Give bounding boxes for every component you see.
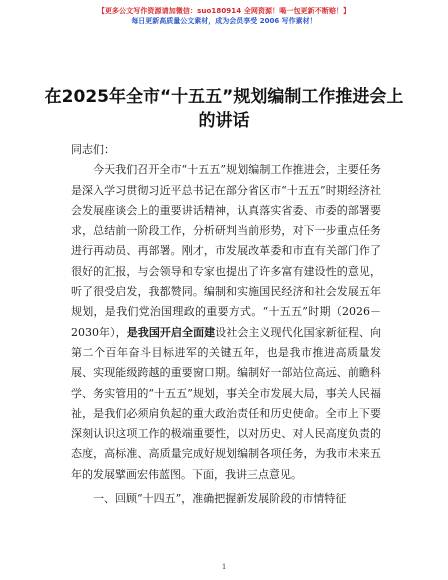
paragraph-intro	[71, 160, 381, 485]
page-number: 1	[222, 562, 226, 571]
section-heading-1: 一、回顾“十四五”，准确把握新发展阶段的市情特征	[93, 492, 347, 506]
promo-banner-line2: 每日更新高质量公文素材，成为会员享受 2006 写作素材！	[131, 17, 317, 25]
paragraph-intro-rest: 设社会主义现代化国家新征程、向第二个百年奋斗目标进军的关键五年，也是我市推进高质量发展、实现能级跨越的重要窗口期。编制好一部站位高远、前瞻科学、务实管用的“十五五”规划，事关全市发展大局，事关人民福祉，是我们必须肩负起的重大政治责任和历史使命。全市上下要深刻认识这项工作的极端重要性，以对历史、对人民高度负责的态度，高标准、高质量完成好规划编制各项任务，为我市未来五年的发展擘画宏伟蓝图。下面，我讲三点意见。	[71, 325, 382, 481]
salutation: 同志们：	[71, 143, 115, 156]
document-body	[71, 140, 381, 509]
paragraph-intro-text: 今天我们召开全市“十五五”规划编制工作推进会，主要任务是深入学习贯彻习近平总书记在部分省区市“十五五”时期经济社会发展座谈会上的重要讲话精神，认真落实省委、市委的部署要求，总结前一阶段工作，分析研判当前形势，对下一步重点任务进行再动员、再部署。刚才，市发展改革委和市直有关部门作了很好的汇报，与会领导和专家也提出了许多富有建设性的意见，听了很受启发，我都赞同。编制和实施国民经济和社会发展五年规划，是我们党治国理政的重要方式。“十五五”时期（2026－2030年），	[71, 163, 381, 339]
promo-banner	[0, 6, 448, 26]
promo-banner-line1: 【更多公文写作资源请加微信：suo180914 全网资源！喝一包更新不断赔！】	[97, 7, 351, 15]
document-title: 在2025年全市“十五五”规划编制工作推进会上的讲话	[44, 87, 404, 131]
paragraph-intro-bold: 是我国开启全面建	[126, 325, 216, 339]
